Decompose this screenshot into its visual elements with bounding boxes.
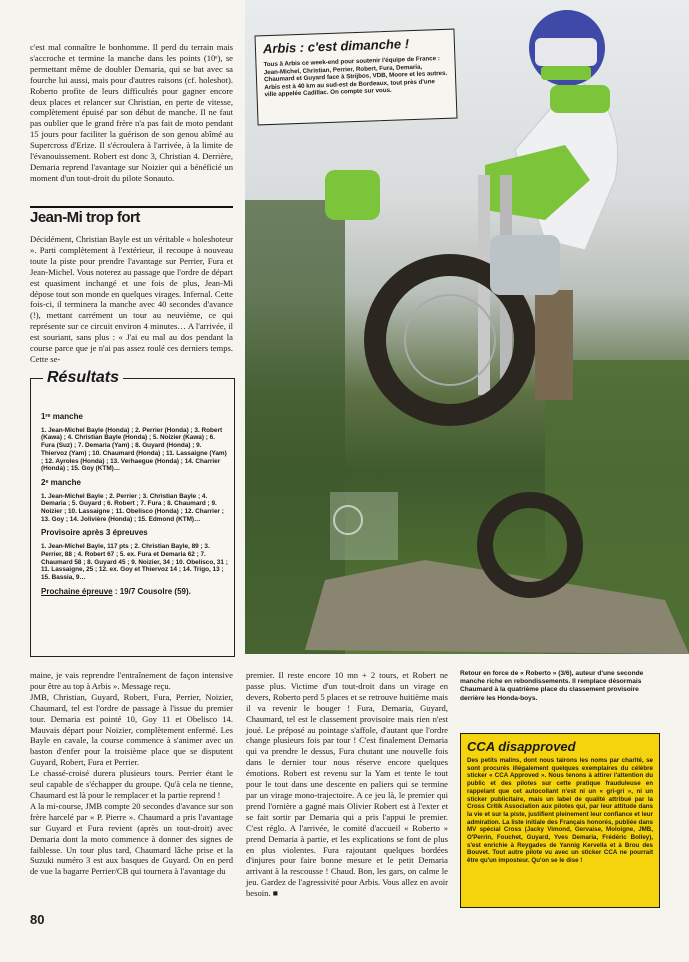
article-column-intro [30, 42, 233, 186]
results-text-2: 1. Jean-Michel Bayle ; 2. Perrier ; 3. Christian Bayle ; 4. Demaria ; 5. Guyard ; 6. Robert ; 7. Fura ; 8. Chaumard ; 9. Noizier ; 10. Lassaigne ; 11. Obelisco (Honda) ; 12. Charrier ; 13. Goy ; 14. Jolivière (Honda) ; 15. Edmond (KTM)… [41, 492, 224, 523]
results-section-3 [41, 529, 229, 581]
next-event [41, 588, 229, 596]
article-column-bottom-left [30, 670, 233, 879]
bottom-left-text: maine, je vais reprendre l'entraînement de façon intensive pour être au top à Arbis ». Message reçu. JMB, Christian, Guyard, Robert, Fura, Perrier, Noizier, Chaumard, tel est l'ordre de passage à l'issue du premier tour. Demaria est pointé 10, Goy 11 et Obelisco 14. Mauvais départ pour Noizier, complètement enfermé. Les Bayle en cavale, la course commence à s'animer avec un baston d'enfer pour la troisième place que se disputent Guyard, Robert, Fura et Perrier. Le chassé-croisé durera plusieurs tours. Perrier étant le seul capable de s'échapper du groupe. Qu'à cela ne tienne, Chaumard est là pour le remplacer et la partie reprend ! A la mi-course, JMB compte 20 secondes d'avance sur son frère harcelé par « P. Pierre ». Chaumard a pris l'avantage sur Guyard et Fura revient (après un tout-droit) avec Demaria dont la moto commence à donner des signes de faiblesse. Un tour plus tard, Chaumard lâche prise et la Suzuki numéro 3 est aux basques de Guyard. On en perd de vue la bagarre Perrier/CB qui tournera à l'avantage du [30, 670, 233, 877]
photo-caption-box [254, 29, 457, 126]
photo-legend: Retour en force de « Roberto » (3/6), auteur d'une seconde manche riche en rebondissements. Il remplace désormais Chaumard à la quatrième place du classement provisoire derrière les Honda-boys. [460, 670, 644, 702]
bottom-mid-text: premier. Il reste encore 10 mn + 2 tours, et Robert ne passe plus. Victime d'un tout-droit dans un virage en devers, Roberto perd 5 places et se retrouve huitième mais il va revenir le bouger ! Fura, Demaria, Guyard, Chaumard, tel est le classement provisoire mais rien n'est joué. Le préposé au pointage s'affole, d'autant que l'ordre change plusieurs fois par tour ! C'est finalement Demaria qui va prendre le dessus, Fura chutant une nouvelle fois dans le dernier tour nous réserve encore quelques émotions. Robert est revenu sur la Yam et tente le tout pour le tout dans une descente en paliers qui se termine par un virage mono-trajectoire. A ce jeu là, le premier qui prend l'ornière a gagné mais Olivier Robert est à l'exter et se fait sortir par Demaria qui a pris l'appui le premier. C'est réglo. A l'arrivée, le comité d'accueil « Roberto » prend Demaria à partie, et les explications se font de plus en plus violentes. Fura rajoutant quelques bordées d'injures pour faire bonne mesure et le petit Demaria arrivant à la rescousse ! Chaud. Bon, les gars, on calme le jeu. Gardez de l'agressivité pour Arbis. Vous allez en avoir besoin. ■ [246, 670, 448, 899]
results-text-3: 1. Jean-Michel Bayle, 117 pts ; 2. Christian Bayle, 89 ; 3. Perrier, 88 ; 4. Robert 67 ; 5. ex. Fura et Demaria 62 ; 7. Chaumard 58 ; 8. Guyard 45 ; 9. Noizier, 34 ; 10. Obelisco, 31 ; 11. Lassaigne, 25 ; 12. ex. Goy et Thiervoz 14 ; 14. Trigo, 13 ; 15. Bassia, 9… [41, 543, 228, 581]
results-body [41, 409, 229, 595]
intro-paragraph: c'est mal connaître le bonhomme. Il perd du terrain mais s'accroche et termine la manche dans les points (10ᵉ), se permettant même de doubler Demaria, qui se bat avec sa fourche lui aussi, mais pour d'autres raisons (cf. holeshot). Roberto profite de leurs difficultés pour gagner encore deux places et relancer sur Christian, en perte de vitesse, complètement épuisé par son début de manche. Il ne faut pas oublier que le grand frère n'a pas fait de moto pendant 15 jours pour faciliter la guérison de son genou abîmé au Supercross d'Erize. Il s'écroulera à l'arrivée, à la limite de l'évanouissement. Robert est donc 3, Christian 4. Derrière, Demaria reprend l'avantage sur Noizier qui a bénéficié un moment d'un tout-droit du pilote Sonauto. [30, 42, 233, 183]
section-paragraph: Décidément, Christian Bayle est un véritable « holeshoteur ». Parti complètement à l'extérieur, il recoupe à nouveau toute la piste pour prendre l'avantage sur Perrier, Fura et Jean-Michel. Vous noterez au passage que l'ordre de départ est quasiment inchangé et une fois de plus, Jean-Mi dépose tout son monde en quelques virages. Infernal. Cette fois-ci, il terminera la manche avec 40 secondes d'avance (!), mettant carrément un tour au neuvième, ce qui représente sur ce circuit environ 4 minutes… A l'arrivée, il est souriant, sans plus : « J'ai eu mal au dos pendant la course parce que je n'ai pas assez roulé ces derniers temps. Cette se- [30, 234, 233, 364]
next-event-value: : 19/7 Cousolre (59). [114, 586, 191, 596]
results-title: Résultats [43, 369, 123, 387]
results-section-2 [41, 479, 229, 524]
page-number: 80 [30, 912, 45, 927]
next-event-label: Prochaine épreuve [41, 586, 113, 596]
section-heading: Jean-Mi trop fort [30, 206, 233, 226]
cca-text: Des petits malins, dont nous tairons les noms par charité, se sont procurés illégalement quelques exemplaires du célèbre sticker « CCA Approved ». Nous tenons à attirer l'attention du public et des pilotes sur cette pratique frauduleuse en rappelant que cet autocollant n'est ni un « gri-gri », ni un sticker publicitaire, mais un label de qualité attribué par la Cross Critik Association aux pilotes qui, par leur attitude dans la vie et sur la piste, justifient pleinement leur confiance et leur admiration. La liste initiale des Français honorés, publiée dans MV spécial Cross (Jacky Vimond, Gervaise, Moloigne, JMB, O'Perrin, Fouchet, Guyard, Yves Demaria, Frédéric Bolley), s'est enrichie à Reygades de Yannig Kervella et à Brou des Bouvet. Tout autre pilote vu avec un sticker CCA ne pourrait être qu'un imposteur. Qu'on se le dise ! [467, 757, 653, 865]
watermark-logo [330, 492, 398, 560]
photo-caption-text: Tous à Arbis ce week-end pour soutenir l'équipe de France : Jean-Michel, Christian, Perrier, Robert, Fura, Demaria, Chaumard et Guyard face à Strijbos, VDB, Moore et les autres. Arbis est à 40 km au sud-est de Bordeaux, tout près d'une ville appelée Cadillac. On compte sur vous. [263, 55, 448, 99]
results-text-1: 1. Jean-Michel Bayle (Honda) ; 2. Perrier (Honda) ; 3. Robert (Kawa) ; 4. Christian Bayle (Honda) ; 5. Noizier (Kawa) ; 6. Fura (Suz) ; 7. Demaria (Yam) ; 8. Guyard (Honda) ; 9. Thiervoz (Yam) ; 10. Chaumard (Honda) ; 11. Lassaigne (Yam) ; 12. Ayroles (Honda) ; 13. Verhaegue (Honda) ; 14. Charrier (Honda) ; 15. Goy (KTM)… [41, 426, 227, 473]
results-box [30, 369, 235, 657]
photo-caption-title: Arbis : c'est dimanche ! [262, 36, 410, 57]
cca-box [460, 733, 660, 908]
article-column-bottom-mid [246, 670, 448, 901]
results-section-1 [41, 413, 229, 473]
results-heading-2: 2ᵉ manche [41, 477, 81, 487]
cca-title: CCA disapproved [467, 739, 576, 754]
results-heading-3: Provisoire après 3 épreuves [41, 528, 148, 538]
results-heading-1: 1ʳᵉ manche [41, 412, 83, 421]
article-column-section [30, 234, 233, 367]
